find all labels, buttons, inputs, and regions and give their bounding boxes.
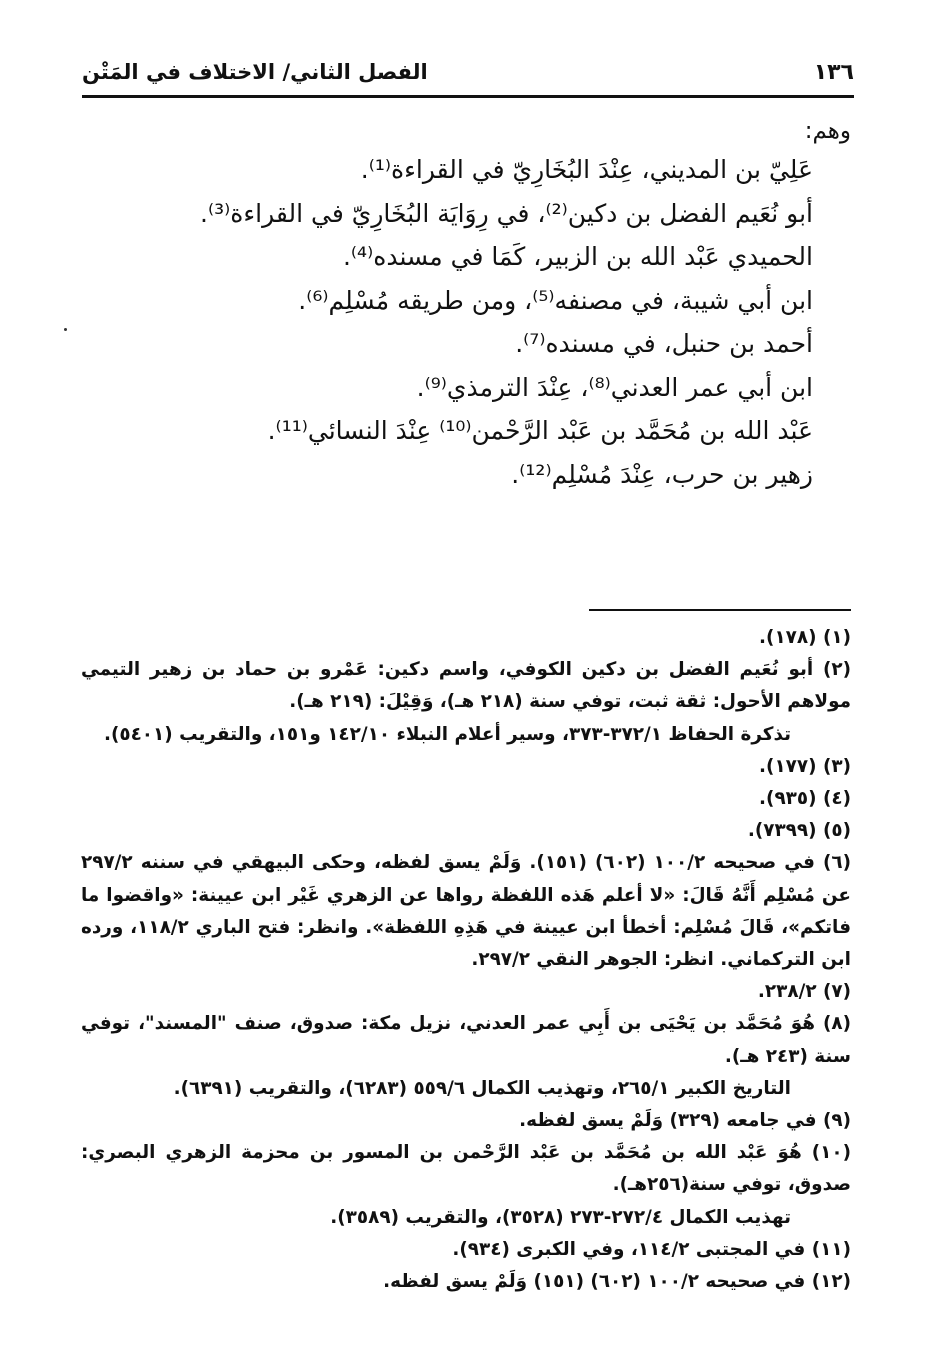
footnote: (١٠) هُوَ عَبْد الله بن مُحَمَّد بن عَبْد الرَّحْمن بن المسور بن محزمة الزهري البصري: صدوق، توفي سنة(٢٥٦هـ). [81, 1142, 851, 1196]
narrator-line: زهير بن حرب، عِنْدَ مُسْلِم⁽¹²⁾. [511, 459, 813, 489]
scan-speck [64, 328, 67, 331]
page-number: ١٣٦ [813, 60, 854, 85]
footnote: (١١) في المجتبى ١١٤/٢، وفي الكبرى (٩٣٤). [452, 1238, 851, 1260]
intro-text: وهم: [804, 118, 851, 144]
narrator-line: عَبْد الله بن مُحَمَّد بن عَبْد الرَّحْمن⁽¹⁰⁾ عِنْدَ النسائي⁽¹¹⁾. [267, 416, 813, 445]
footnote: (١) (١٧٨). [759, 627, 851, 648]
chapter-title: الفصل الثاني/ الاختلاف في المَتْن [82, 60, 428, 84]
narrator-list [113, 148, 813, 496]
footnote: (٥) (٧٣٩٩). [747, 820, 851, 842]
footnote-reference: تذكرة الحفاظ ٣٧٢/١-٣٧٣، وسير أعلام النبلاء ١٤٢/١٠ و١٥١، والتقريب (٥٤٠١). [103, 723, 791, 745]
footnotes [81, 622, 851, 1298]
footnote-separator [589, 609, 851, 611]
header-rule [82, 95, 854, 98]
footnote: (٣) (١٧٧). [759, 755, 851, 777]
footnote: (٢) أبو نُعَيم الفضل بن دكين الكوفي، واسم دكين: عَمْرو بن حماد بن زهير التيمي مولاهم الأحول: ثقة ثبت، توفي سنة (٢١٨ هـ)، وَقِيْلَ: (٢١٩ هـ). [81, 659, 851, 713]
narrator-line: أبو نُعَيم الفضل بن دكين⁽²⁾، في رِوَايَة البُخَارِيّ في القراءة⁽³⁾. [200, 198, 813, 228]
narrator-line: عَلِيّ بن المديني، عِنْدَ البُخَارِيّ في القراءة⁽¹⁾. [360, 155, 813, 184]
narrator-line: ابن أبي عمر العدني⁽⁸⁾، عِنْدَ الترمذي⁽⁹⁾. [416, 372, 813, 402]
footnote: (٦) في صحيحه ١٠٠/٢ (٦٠٢) (١٥١). وَلَمْ يسق لفظه، وحكى البيهقي في سننه ٢٩٧/٢ عن مُسْلِم أَنَّهُ قَالَ: «لا أعلم هَذه اللفظة رواها عن الزهري غَيْر ابن عيينة: «واقضوا ما فاتكم»، قَالَ مُسْلِم: أخطأ ابن عيينة في هَذِهِ اللفظة». وانظر: فتح الباري ١١٨/٢، ورده ابن التركماني. انظر: الجوهر النقي ٢٩٧/٢. [81, 852, 852, 971]
footnote: (٤) (٩٣٥). [759, 788, 851, 810]
footnote: (٩) في جامعه (٣٢٩) وَلَمْ يسق لفظه. [519, 1110, 851, 1132]
narrator-line: ابن أبي شيبة، في مصنفه⁽⁵⁾، ومن طريقه مُسْلِم⁽⁶⁾. [298, 285, 813, 315]
narrator-line: الحميدي عَبْد الله بن الزبير، كَمَا في مسنده⁽⁴⁾. [342, 242, 813, 271]
footnote-reference: التاريخ الكبير ٢٦٥/١، وتهذيب الكمال ٥٥٩/٦ (٦٢٨٣)، والتقريب (٦٣٩١). [173, 1077, 791, 1099]
footnote: (٨) هُوَ مُحَمَّد بن يَحْيَى بن أَبِي عمر العدني، نزيل مكة: صدوق، صنف "المسند"، توفي سنة (٢٤٣ هـ). [81, 1013, 851, 1067]
footnote: (١٢) في صحيحه ١٠٠/٢ (٦٠٢) (١٥١) وَلَمْ يسق لفظه. [383, 1271, 851, 1293]
footnote-reference: تهذيب الكمال ٢٧٢/٤-٢٧٣ (٣٥٢٨)، والتقريب (٣٥٨٩). [330, 1206, 791, 1228]
footnote: (٧) ٢٣٨/٢. [757, 981, 851, 1003]
narrator-line: أحمد بن حنبل، في مسنده⁽⁷⁾. [515, 329, 813, 358]
running-header [82, 54, 854, 94]
